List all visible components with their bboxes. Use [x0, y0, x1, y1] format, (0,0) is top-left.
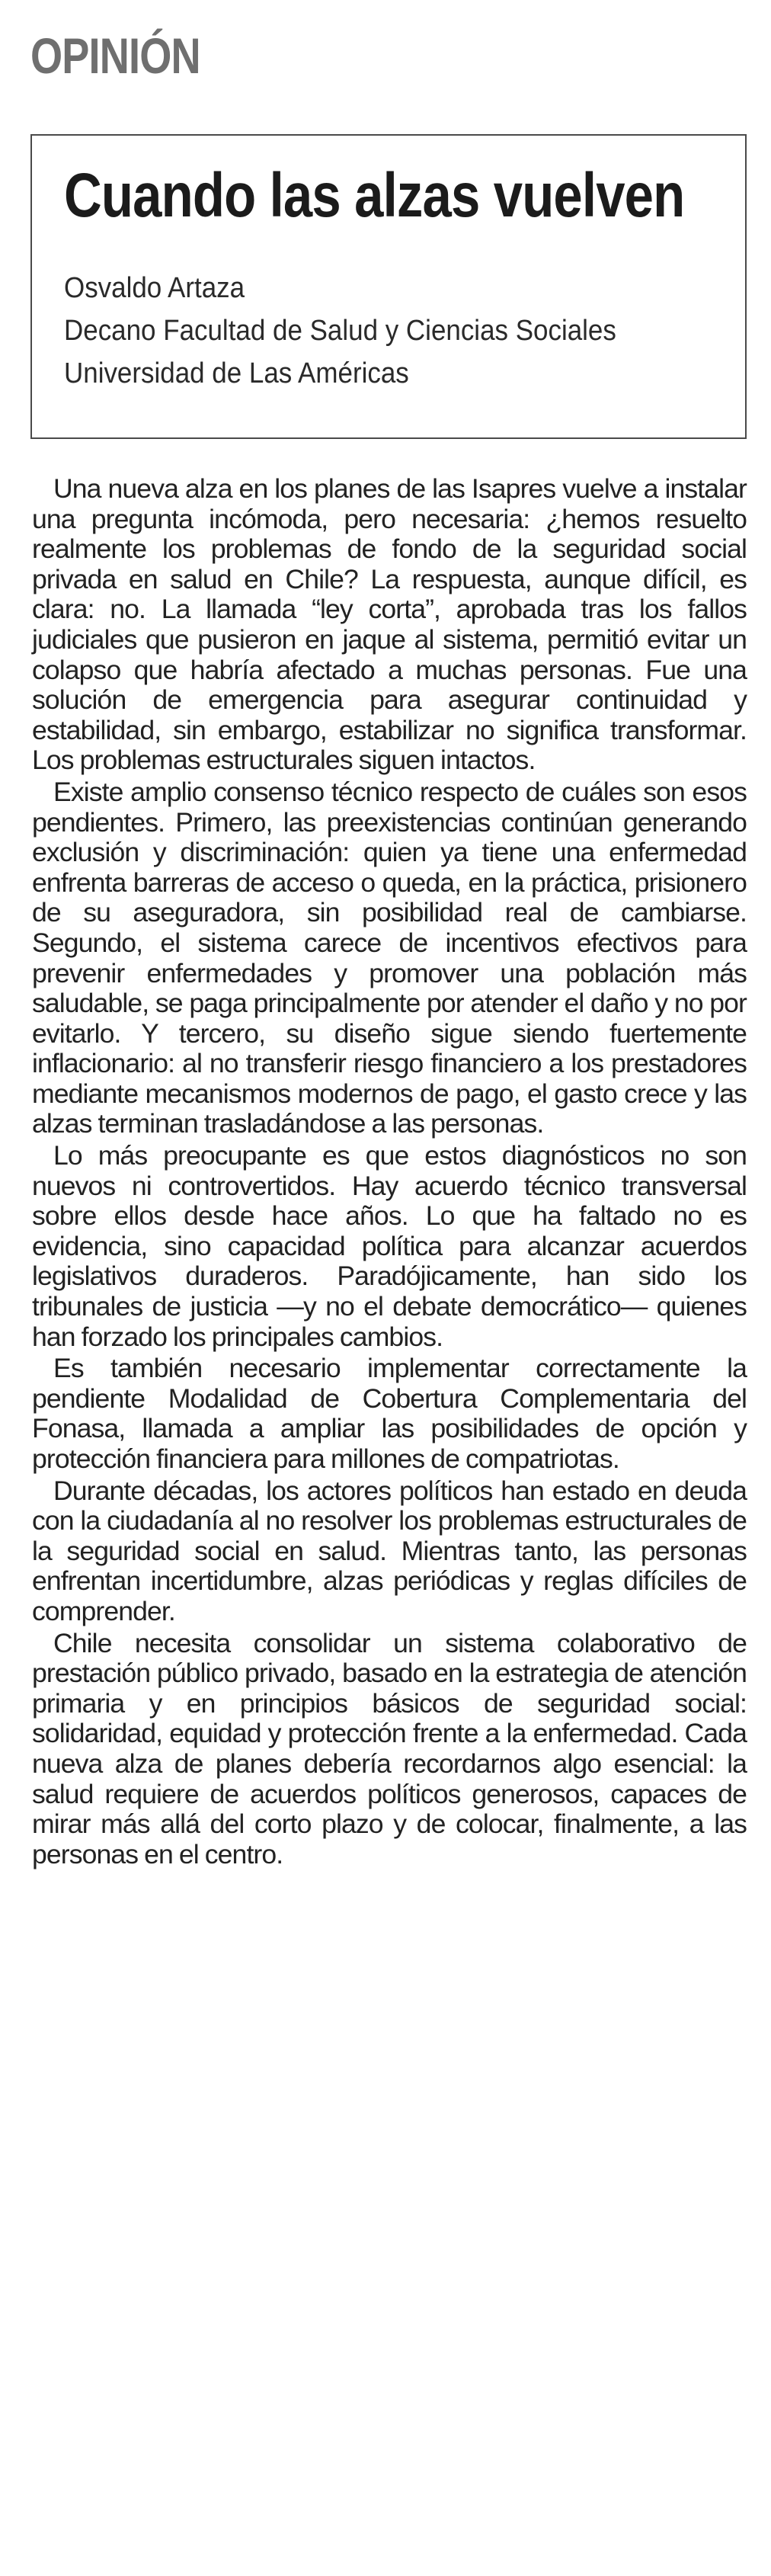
headline-box — [30, 134, 747, 439]
paragraph-3: Lo más preocupante es que estos diagnósticos no son nuevos ni controvertidos. Hay acuerdo técnico transversal sobre ellos desde hace años. Lo que ha faltado no es evidencia, sino capacidad política para alcanzar acuerdos legislativos duraderos. Paradójicamente, han sido los tribunales de justicia —y no el debate democrático— quienes han forzado los principales cambios. — [32, 1140, 747, 1352]
paragraph-4: Es también necesario implementar correctamente la pendiente Modalidad de Cobertura Complementaria del Fonasa, llamada a ampliar las posibilidades de opción y protección financiera para millones de compatriotas. — [32, 1353, 747, 1474]
author-institution: Universidad de Las Américas — [64, 357, 409, 389]
paragraph-5: Durante décadas, los actores políticos han estado en deuda con la ciudadanía al no resolver los problemas estructurales de la seguridad social en salud. Mientras tanto, las personas enfrentan incertidumbre, alzas periódicas y reglas difíciles de comprender. — [32, 1475, 747, 1626]
author-name: Osvaldo Artaza — [64, 272, 245, 304]
article-body — [32, 474, 747, 1871]
article-headline: Cuando las alzas vuelven — [64, 161, 685, 230]
section-label: OPINIÓN — [30, 27, 200, 84]
paragraph-6: Chile necesita consolidar un sistema colaborativo de prestación público privado, basado en la estrategia de atención primaria y en principios básicos de seguridad social: solidaridad, equidad y protección frente a la enfermedad. Cada nueva alza de planes debería recordarnos algo esencial: la salud requiere de acuerdos políticos generosos, capaces de mirar más allá del corto plazo y de colocar, finalmente, a las personas en el centro. — [32, 1627, 747, 1870]
paragraph-2: Existe amplio consenso técnico respecto de cuáles son esos pendientes. Primero, las preexistencias continúan generando exclusión y discriminación: quien ya tiene una enfermedad enfrenta barreras de acceso o queda, en la práctica, prisionero de su aseguradora, sin posibilidad real de cambiarse. Segundo, el sistema carece de incentivos efectivos para prevenir enfermedades y promover una población más saludable, se paga principalmente por atender el daño y no por evitarlo. Y tercero, su diseño sigue siendo fuertemente inflacionario: al no transferir riesgo financiero a los prestadores mediante mecanismos modernos de pago, el gasto crece y las alzas terminan trasladándose a las personas. — [32, 776, 747, 1139]
paragraph-1: Una nueva alza en los planes de las Isapres vuelve a instalar una pregunta incómoda, pero necesaria: ¿hemos resuelto realmente los problemas de fondo de la seguridad social privada en salud en Chile? La respuesta, aunque difícil, es clara: no. La llamada “ley corta”, aprobada tras los fallos judiciales que pusieron en jaque al sistema, permitió evitar un colapso que habría afectado a muchas personas. Fue una solución de emergencia para asegurar continuidad y estabilidad, sin embargo, estabilizar no significa transformar. Los problemas estructurales siguen intactos. — [32, 473, 747, 776]
author-position: Decano Facultad de Salud y Ciencias Sociales — [64, 315, 616, 347]
byline — [64, 267, 616, 395]
